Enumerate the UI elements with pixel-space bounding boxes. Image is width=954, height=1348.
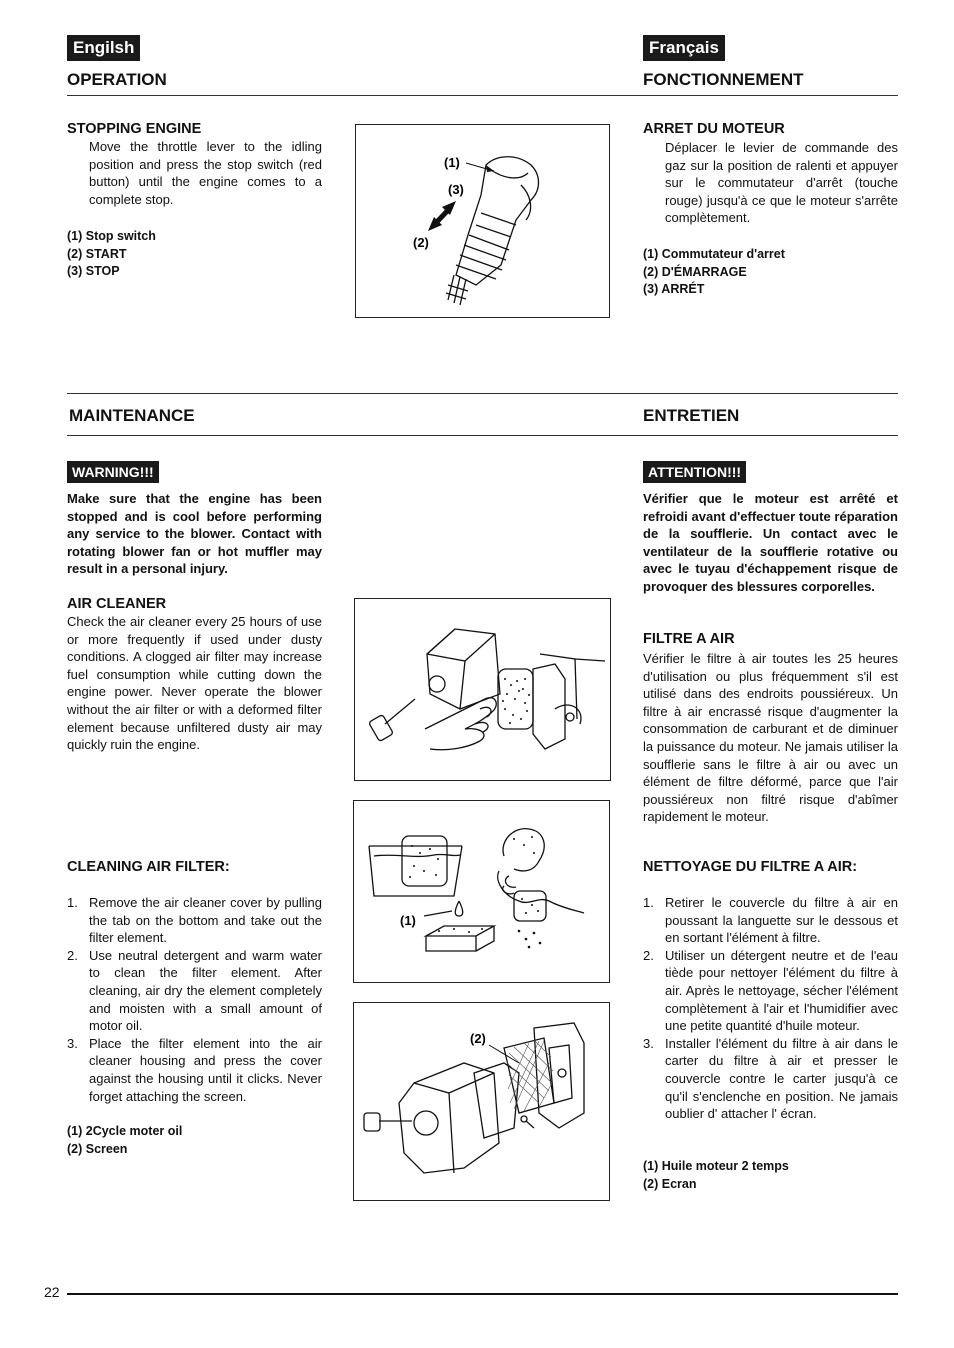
english-language-tag: Engilsh [67, 35, 140, 61]
legend-item: (1) Stop switch [67, 229, 156, 243]
legend-item: (1) 2Cycle moter oil [67, 1124, 183, 1138]
step-text: Place the filter element into the air cleaner housing and press the cover against the housing until it clicks. Never forget attaching the screen. [89, 1035, 322, 1104]
cleaning-steps-en [67, 894, 322, 1105]
step-text: Utiliser un détergent neutre et de l'eau tiède pour nettoyer l'élément du filtre à air. Après le nettoyage, sécher l'élément complètement à l'air et l'humidifier avec une petite quantité d'huile moteur. [665, 947, 898, 1034]
stopping-engine-title: STOPPING ENGINE [67, 121, 202, 137]
fonctionnement-heading: FONCTIONNEMENT [643, 70, 804, 89]
fig-label-2: (2) [413, 235, 429, 250]
step-text: Use neutral detergent and warm water to clean the filter element. After cleaning, air dry the element completely and moisten with a small amount of motor oil. [89, 947, 322, 1034]
air-cleaner-title: AIR CLEANER [67, 596, 167, 612]
legend-item: (2) Ecran [643, 1176, 697, 1191]
nettoyage-filtre-title: NETTOYAGE DU FILTRE A AIR: [643, 859, 858, 875]
step-number: 2. [643, 947, 654, 963]
step-text: Retirer le couvercle du filtre à air en poussant la languette sur le dessous et en sortant l'élément à filtre. [665, 895, 898, 946]
list-item [643, 1035, 898, 1123]
entretien-heading: ENTRETIEN [643, 406, 740, 425]
filtre-air-body: Vérifier le filtre à air toutes les 25 heures d'utilisation ou plus fréquemment s'il est utilisé dans des endroits poussiéreux. Un filtre à air encrassé risque d'augmenter la consommation de carburant et de diminuer la puissance du moteur. Ne jamais utiliser la soufflerie sans le filtre à air ou avec un élément de filtre déformé, parce que l'air poussiéreux non filtré risque d'abîmer rapidement le moteur. [643, 651, 898, 825]
legend-item: (2) START [67, 246, 127, 261]
list-item [67, 1035, 322, 1105]
cleaning-steps-fr [643, 894, 898, 1123]
legend-item: (3) STOP [67, 264, 120, 279]
fig-label-3: (3) [448, 182, 464, 197]
maintenance-bottom-rule [67, 435, 898, 436]
page-number: 22 [44, 1284, 60, 1300]
step-text: Installer l'élément du filtre à air dans le carter du filtre à air et presser le couvercle contre le carter jusqu'à ce qu'il s'enclenche en position. Ne jamais oublier d' attacher l' écran. [665, 1035, 898, 1122]
fig3-label-2: (2) [470, 1031, 486, 1046]
arret-moteur-body: Déplacer le levier de commande des gaz sur la position de ralenti et appuyer sur le commutateur d'arrêt (touche rouge) jusqu'à ce que le moteur s'arrête complètement. [665, 140, 898, 226]
stopping-legend-en [67, 228, 156, 281]
step-text: Remove the air cleaner cover by pulling the tab on the bottom and take out the filter element. [89, 895, 322, 946]
air-cleaner-figure [354, 598, 611, 781]
step-number: 1. [67, 895, 78, 910]
cleaning-air-filter-title: CLEANING AIR FILTER: [67, 859, 230, 875]
list-item [643, 947, 898, 1035]
arret-moteur-title: ARRET DU MOTEUR [643, 121, 785, 137]
maintenance-heading: MAINTENANCE [69, 406, 195, 425]
footer-rule [67, 1293, 898, 1295]
filter-washing-figure [353, 800, 610, 983]
step-number: 3. [67, 1035, 78, 1051]
step-number: 3. [643, 1035, 654, 1051]
filtre-air-title: FILTRE A AIR [643, 631, 735, 647]
cleaning-legend-en [67, 1123, 182, 1158]
stopping-legend-fr [643, 246, 785, 299]
list-item [67, 947, 322, 1035]
fig2-label-1: (1) [400, 913, 416, 928]
operation-heading: OPERATION [67, 70, 167, 89]
legend-item: (2) D'ÉMARRAGE [643, 264, 747, 279]
warning-tag: WARNING!!! [67, 461, 159, 483]
step-number: 1. [643, 895, 654, 910]
attention-tag: ATTENTION!!! [643, 461, 746, 483]
step-number: 2. [67, 947, 78, 963]
stopping-engine-body: Move the throttle lever to the idling position and press the stop switch (red button) until the engine comes to a complete stop. [89, 139, 322, 207]
cleaning-legend-fr [643, 1158, 789, 1193]
warning-text: Make sure that the engine has been stopped and is cool before performing any service to the blower. Contact with rotating blower fan or hot muffler may result in a personal injury. [67, 491, 322, 577]
header-rule [67, 95, 898, 96]
attention-text: Vérifier que le moteur est arrêté et refroidi avant d'effectuer toute réparation de la soufflerie. Un contact avec le ventilateur de la soufflerie rotative ou avec le tuyau d'échappement risque de provoquer des blessures corporelles. [643, 491, 898, 594]
list-item [643, 894, 898, 947]
throttle-handle-figure [355, 124, 610, 318]
maintenance-top-rule [67, 393, 898, 394]
legend-item: (1) Huile moteur 2 temps [643, 1159, 789, 1173]
air-cleaner-body: Check the air cleaner every 25 hours of use or more frequently if used under dusty conditions. A clogged air filter may increase fuel consumption while cutting down the engine power. Never operate the blower without the air filter or with a deformed filter element because unfiltered dusty air may quickly ruin the engine. [67, 614, 322, 753]
legend-item: (3) ARRÉT [643, 282, 705, 297]
legend-item: (2) Screen [67, 1141, 128, 1156]
filter-assembly-figure [353, 1002, 610, 1201]
legend-item: (1) Commutateur d'arret [643, 247, 785, 261]
french-language-tag: Français [643, 35, 725, 61]
list-item [67, 894, 322, 947]
fig-label-1: (1) [444, 155, 460, 170]
